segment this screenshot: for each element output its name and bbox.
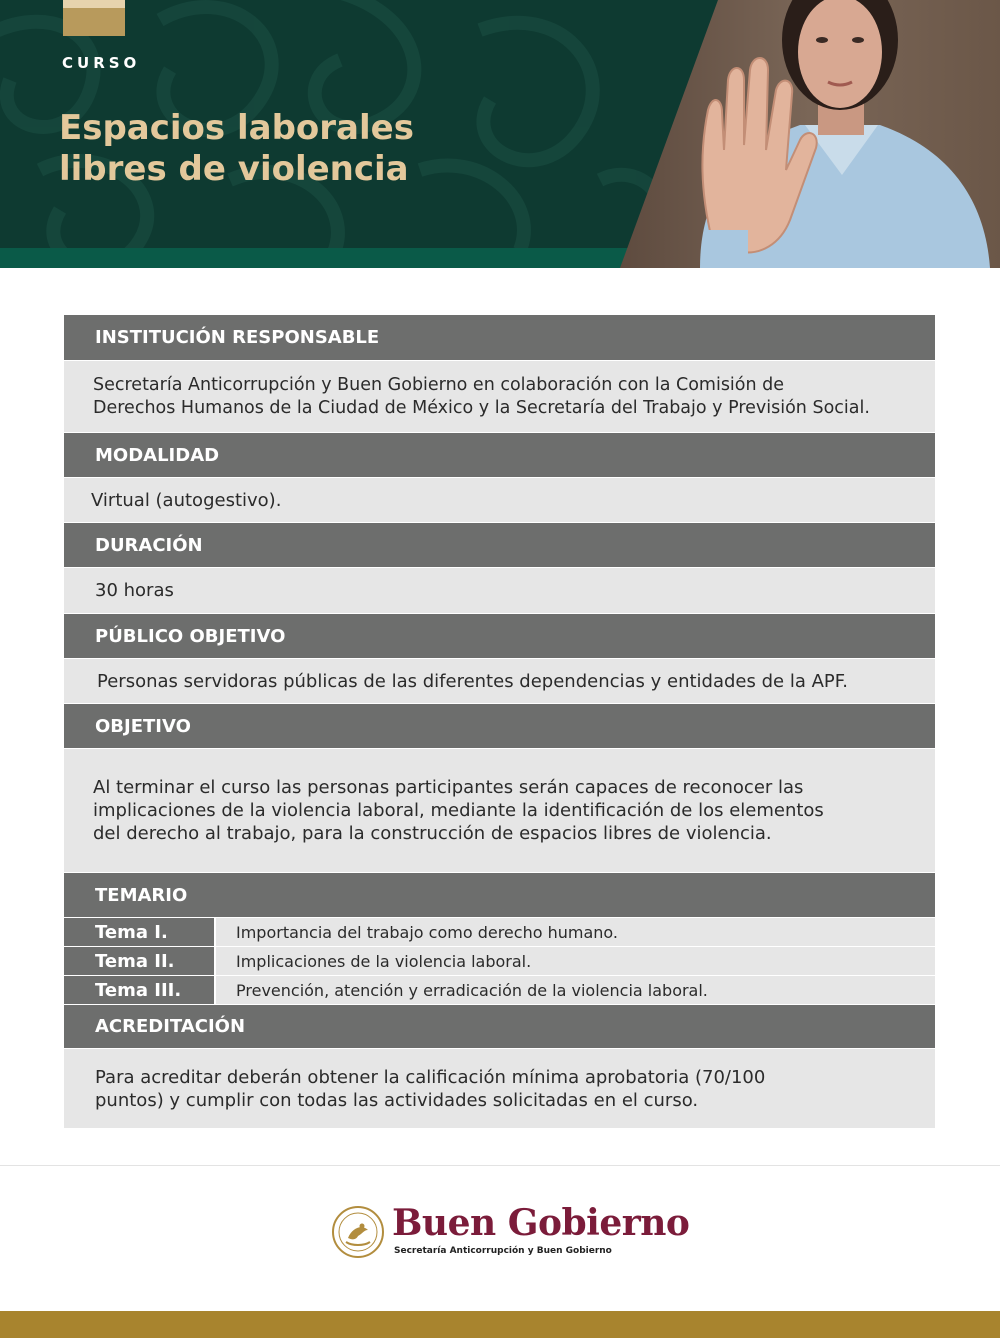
section-heading: PÚBLICO OBJETIVO	[64, 613, 935, 658]
section-heading: ACREDITACIÓN	[64, 1004, 935, 1048]
brand-name: Buen Gobierno	[392, 1202, 690, 1244]
text-line: del derecho al trabajo, para la construcción de espacios libres de violencia.	[93, 823, 772, 844]
text-line: puntos) y cumplir con todas las actividades solicitadas en el curso.	[95, 1089, 699, 1111]
section-heading: MODALIDAD	[64, 432, 935, 477]
text-line: implicaciones de la violencia laboral, mediante la identificación de los elementos	[93, 800, 824, 821]
tema-text: Importancia del trabajo como derecho humano.	[214, 918, 935, 946]
objetivo-text	[64, 748, 935, 872]
text-line: Secretaría Anticorrupción y Buen Gobierno en colaboración con la Comisión de	[93, 374, 785, 395]
text-line: Derechos Humanos de la Ciudad de México y la Secretaría del Trabajo y Previsión Social.	[93, 397, 870, 418]
kicker-label: CURSO	[62, 54, 141, 72]
tema-label: Tema I.	[64, 918, 214, 946]
tema-row	[64, 975, 935, 1004]
tema-label: Tema II.	[64, 947, 214, 975]
hero-banner	[0, 0, 1000, 268]
tema-row	[64, 917, 935, 946]
section-heading: INSTITUCIÓN RESPONSABLE	[64, 315, 935, 360]
buen-gobierno-logo	[332, 1202, 690, 1262]
brand-subtitle: Secretaría Anticorrupción y Buen Gobierno	[394, 1246, 612, 1256]
tema-label: Tema III.	[64, 976, 214, 1004]
gold-accent-tab	[63, 0, 125, 36]
course-info-table	[64, 315, 935, 1128]
course-title	[59, 108, 439, 190]
section-heading: DURACIÓN	[64, 522, 935, 567]
course-title-line: Espacios laborales	[59, 108, 414, 148]
modalidad-text: Virtual (autogestivo).	[64, 477, 935, 522]
duracion-text: 30 horas	[64, 567, 935, 613]
bottom-gold-bar	[0, 1311, 1000, 1338]
section-heading: OBJETIVO	[64, 703, 935, 748]
institucion-text	[64, 360, 935, 432]
text-line: Para acreditar deberán obtener la calificación mínima aprobatoria (70/100	[95, 1066, 766, 1088]
footer-divider	[0, 1165, 1000, 1166]
acreditacion-text	[64, 1048, 935, 1128]
national-seal-icon	[332, 1206, 384, 1258]
section-heading: TEMARIO	[64, 872, 935, 917]
publico-text: Personas servidoras públicas de las diferentes dependencias y entidades de la APF.	[64, 658, 935, 703]
text-line: Al terminar el curso las personas participantes serán capaces de reconocer las	[93, 777, 804, 798]
tema-row	[64, 946, 935, 975]
course-title-line: libres de violencia	[59, 149, 409, 189]
tema-text: Implicaciones de la violencia laboral.	[214, 947, 935, 975]
tema-text: Prevención, atención y erradicación de la violencia laboral.	[214, 976, 935, 1004]
